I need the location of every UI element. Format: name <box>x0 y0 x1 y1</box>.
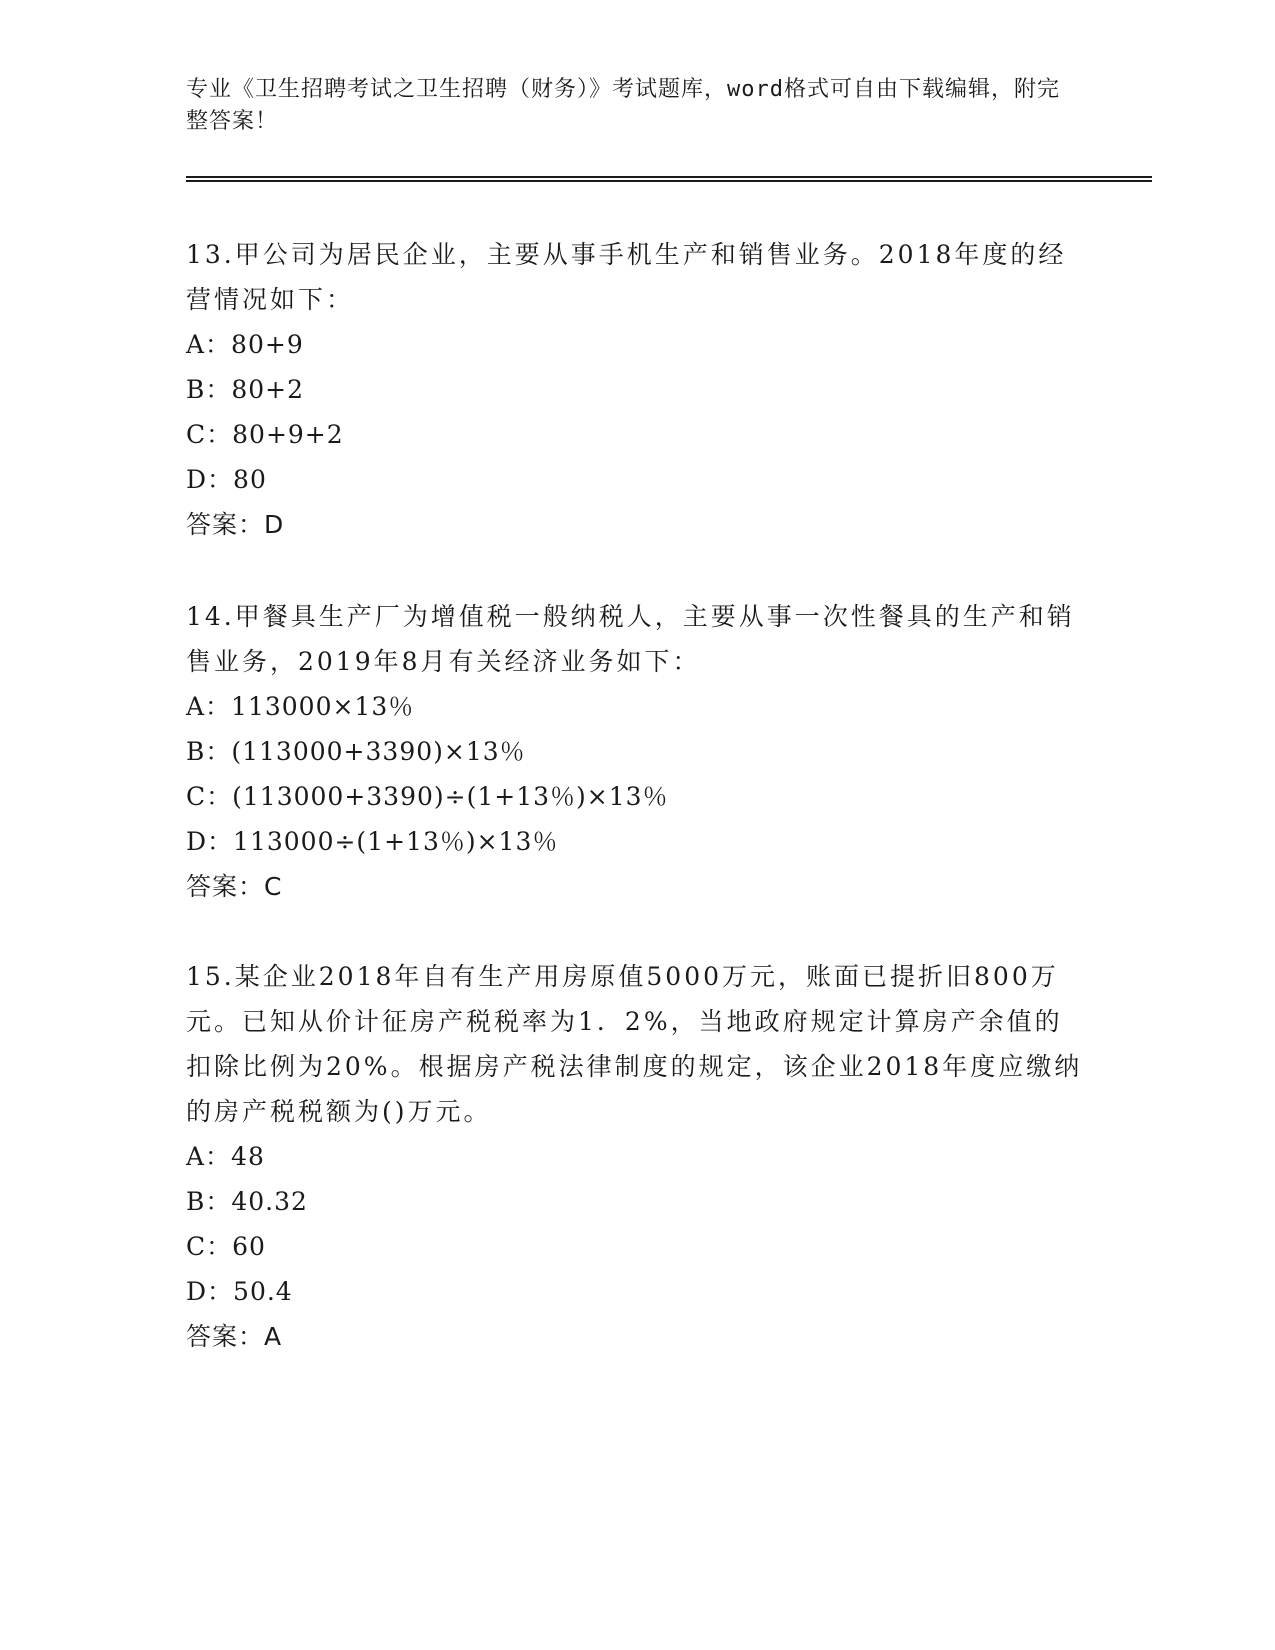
option-a: A：48 <box>186 1142 265 1171</box>
option-d: D：50.4 <box>186 1277 293 1306</box>
option-b: B：40.32 <box>186 1187 308 1216</box>
option-c: C：(113000+3390)÷(1+13％)×13％ <box>186 782 669 811</box>
option-b: B：(113000+3390)×13％ <box>186 737 526 766</box>
question-stem: 13.甲公司为居民企业，主要从事手机生产和销售业务。2018年度的经营情况如下： <box>186 240 1067 314</box>
option-b: B：80+2 <box>186 375 305 404</box>
question-stem: 14.甲餐具生产厂为增值税一般纳税人，主要从事一次性餐具的生产和销售业务，2019年8月有关经济业务如下： <box>186 602 1075 676</box>
option-d: D：113000÷(1+13％)×13％ <box>186 827 559 856</box>
option-list <box>186 322 1086 502</box>
option-d: D：80 <box>186 465 267 494</box>
answer-line: 答案：D <box>186 510 285 539</box>
option-c: C：60 <box>186 1232 266 1261</box>
question-13 <box>186 232 1086 547</box>
header-double-rule <box>186 176 1152 182</box>
question-15 <box>186 954 1086 1359</box>
question-stem: 15.某企业2018年自有生产用房原值5000万元，账面已提折旧800万元。已知从价计征房产税税率为1．2%，当地政府规定计算房产余值的扣除比例为20%。根据房产税法律制度的规定，该企业2018年度应缴纳的房产税税额为()万元。 <box>186 962 1083 1126</box>
option-a: A：80+9 <box>186 330 304 359</box>
option-list <box>186 1134 1086 1314</box>
document-header-text: 专业《卫生招聘考试之卫生招聘（财务）》考试题库，word格式可自由下载编辑，附完整答案！ <box>186 77 1060 134</box>
option-list <box>186 684 1086 864</box>
option-a: A：113000×13％ <box>186 692 415 721</box>
answer-line: 答案：A <box>186 1322 283 1351</box>
option-c: C：80+9+2 <box>186 420 344 449</box>
answer-line: 答案：C <box>186 872 283 901</box>
question-14 <box>186 594 1086 909</box>
